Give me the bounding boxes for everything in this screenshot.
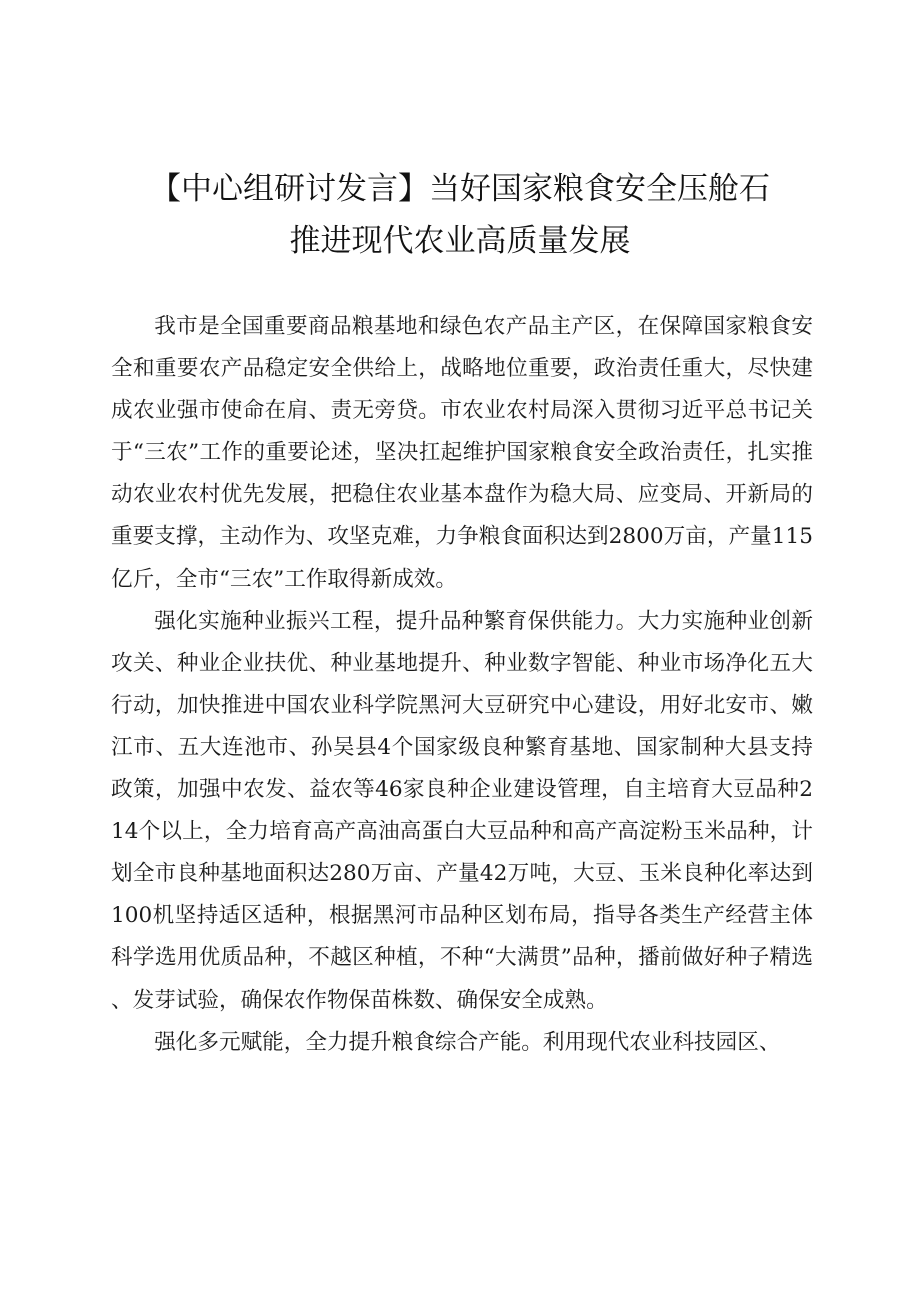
document-title-line-1: 【中心组研讨发言】当好国家粮食安全压舱石 xyxy=(150,171,770,207)
paragraph-seed-industry: 强化实施种业振兴工程，提升品种繁育保供能力。大力实施种业创新攻关、种业企业扶优、种业基地提升、种业数字智能、种业市场净化五大行动，加快推进中国农业科学院黑河大豆研究中心建设，用好北安市、嫩江市、五大连池市、孙吴县4个国家级良种繁育基地、国家制种大县支持政策，加强中农发、益农等46家良种企业建设管理，自主培育大豆品种214个以上，全力培育高产高油高蛋白大豆品种和高产高淀粉玉米品种，计划全市良种基地面积达280万亩、产量42万吨，大豆、玉米良种化率达到100机坚持适区适种，根据黑河市品种区划布局，指导各类生产经营主体科学选用优质品种，不越区种植，不种“大满贯”品种，播前做好种子精选、发芽试验，确保农作物保苗株数、确保安全成熟。 xyxy=(111,608,813,1013)
document-title-line-2: 推进现代农业高质量发展 xyxy=(289,223,631,259)
paragraph-grain-capacity: 强化多元赋能，全力提升粮食综合产能。利用现代农业科技园区、 xyxy=(154,1029,781,1055)
document-body xyxy=(111,306,813,1064)
paragraph-intro: 我市是全国重要商品粮基地和绿色农产品主产区，在保障国家粮食安全和重要农产品稳定安全供给上，战略地位重要，政治责任重大，尽快建成农业强市使命在肩、责无旁贷。市农业农村局深入贯彻习近平总书记关于“三农”工作的重要论述，坚决扛起维护国家粮食安全政治责任，扎实推动农业农村优先发展，把稳住农业基本盘作为稳大局、应变局、开新局的重要支撑，主动作为、攻坚克难，力争粮食面积达到2800万亩，产量115亿斤，全市“三农”工作取得新成效。 xyxy=(111,314,813,592)
